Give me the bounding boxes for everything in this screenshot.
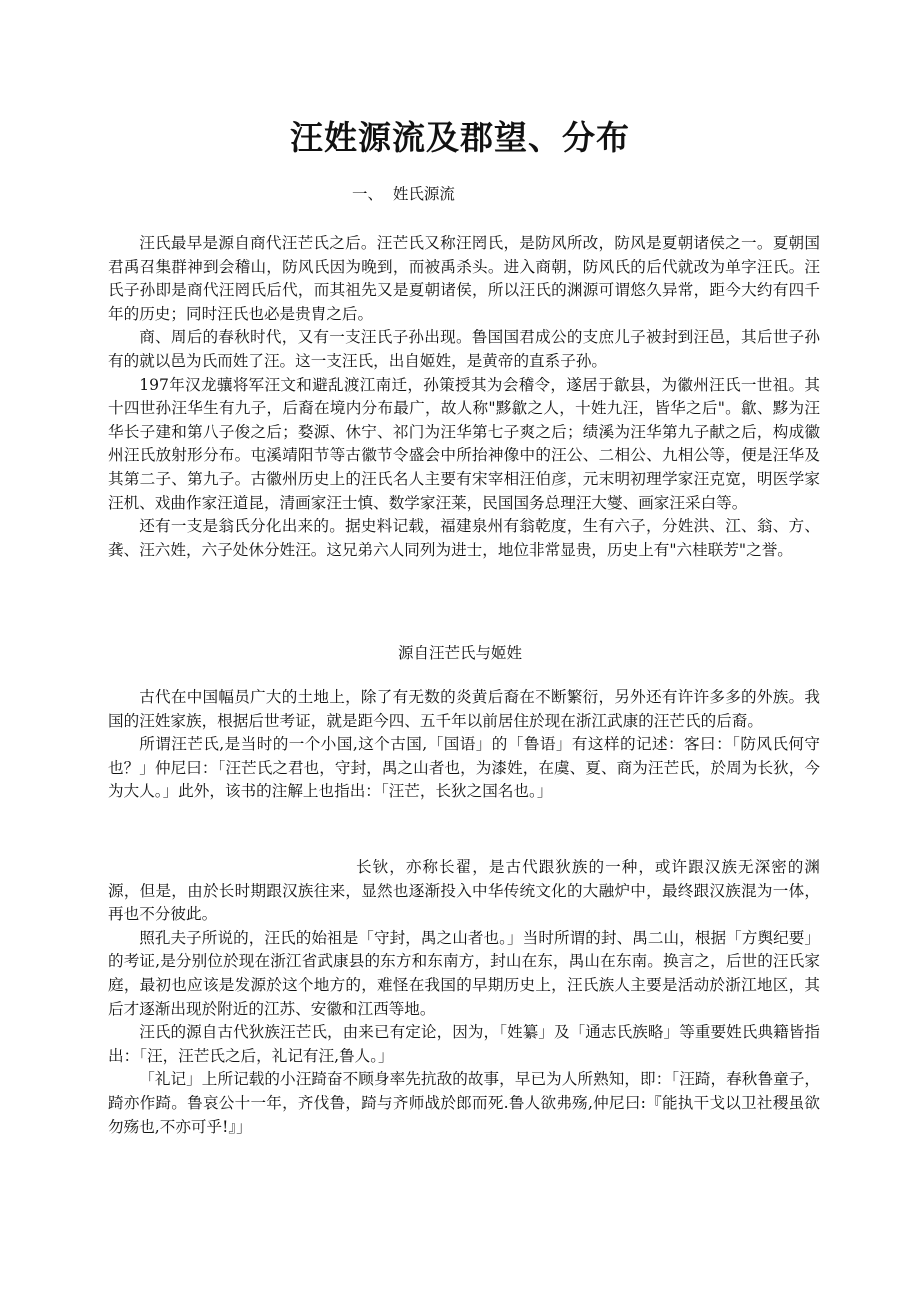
section-3-body	[108, 856, 820, 1139]
paragraph: 长钬，亦称长翟，是古代跟狄族的一种，或许跟汉族无深密的渊源，但是，由於长时期跟汉族往来，显然也逐渐投入中华传统文化的大融炉中，最终跟汉族混为一体，再也不分彼此。	[108, 858, 820, 924]
section-1-body	[108, 232, 820, 562]
paragraph: 照孔夫子所说的，汪氏的始祖是「守封，禺之山者也。」当时所谓的封、禺二山，根据「方舆纪要」的考证,是分别位於现在浙江省武康县的东方和东南方，封山在东，禺山在东南。换言之，后世的汪氏家庭，最初也应该是发源於这个地方的，难怪在我国的早期历史上，汪氏族人主要是活动於浙江地区，其后才逐渐出现於附近的江苏、安徽和江西等地。	[108, 928, 820, 1018]
paragraph: 197年汉龙骧将军汪文和避乱渡江南迁，孙策授其为会稽令，遂居于歙县，为徽州汪氏一世祖。其十四世孙汪华生有九子，后裔在境内分布最广，故人称"黟歙之人，十姓九汪，皆华之后"。歙、黟为汪华长子建和第八子俊之后；婺源、休宁、祁门为汪华第七子爽之后；绩溪为汪华第九子献之后，构成徽州汪氏放射形分布。屯溪靖阳节等古徽节令盛会中所抬神像中的汪公、二相公、九相公等，便是汪华及其第二子、第九子。古徽州历史上的汪氏名人主要有宋宰相汪伯彦，元末明初理学家汪克宽，明医学家汪机、戏曲作家汪道昆，清画家汪士慎、数学家汪莱，民国国务总理汪大燮、画家汪采白等。	[108, 375, 820, 512]
section-heading: 一、 姓氏源流	[352, 185, 455, 203]
paragraph: 古代在中国幅员广大的土地上，除了有无数的炎黄后裔在不断繁衍，另外还有许许多多的外族。我国的汪姓家族，根据后世考证，就是距今四、五千年以前居住於现在浙江武康的汪芒氏的后裔。	[108, 688, 820, 730]
subheading: 源自汪芒氏与姬姓	[397, 644, 522, 662]
paragraph: 所谓汪芒氏,是当时的一个小国,这个古国,「国语」的「鲁语」有这样的记述：客曰：「防风氏何守也？」仲尼曰：「汪芒氏之君也，守封，禺之山者也，为漆姓，在虞、夏、商为汪芒氏，於周为长狄，今为大人。」此外，该书的注解上也指出：「汪芒，长狄之国名也。」	[108, 735, 820, 801]
section-2-body	[108, 686, 820, 804]
document-title: 汪姓源流及郡望、分布	[290, 118, 630, 157]
paragraph: 汪氏最早是源自商代汪芒氏之后。汪芒氏又称汪罔氏，是防风所改，防风是夏朝诸侯之一。夏朝国君禹召集群神到会稽山，防风氏因为晚到，而被禹杀头。进入商朝，防风氏的后代就改为单字汪氏。汪氏子孙即是商代汪罔氏后代，而其祖先又是夏朝诸侯，所以汪氏的渊源可谓悠久异常，距今大约有四千年的历史；同时汪氏也必是贵胄之后。	[108, 234, 820, 323]
paragraph: 还有一支是翁氏分化出来的。据史料记载，福建泉州有翁乾度，生有六子，分姓洪、江、翁、方、龚、汪六姓，六子处休分姓汪。这兄弟六人同列为进士，地位非常显贵，历史上有"六桂联芳"之誉。	[108, 517, 820, 559]
paragraph: 商、周后的春秋时代，又有一支汪氏子孙出现。鲁国国君成公的支庶儿子被封到汪邑，其后世子孙有的就以邑为氏而姓了汪。这一支汪氏，出自姬姓，是黄帝的直系子孙。	[108, 328, 820, 370]
paragraph: 「礼记」上所记载的小汪踦奋不顾身率先抗敌的故事，早已为人所熟知，即：「汪踦，春秋鲁童子，踦亦作踦。鲁哀公十一年，齐伐鲁，踦与齐师战於郎而死.鲁人欲弗殇,仲尼曰:『能执干戈以卫社稷虽欲勿殇也,不亦可乎!』」	[108, 1070, 820, 1136]
paragraph: 汪氏的源自古代狄族汪芒氏，由来已有定论，因为，「姓纂」及「通志氏族略」等重要姓氏典籍皆指出：「汪，汪芒氏之后，礼记有汪,鲁人。」	[108, 1023, 820, 1065]
